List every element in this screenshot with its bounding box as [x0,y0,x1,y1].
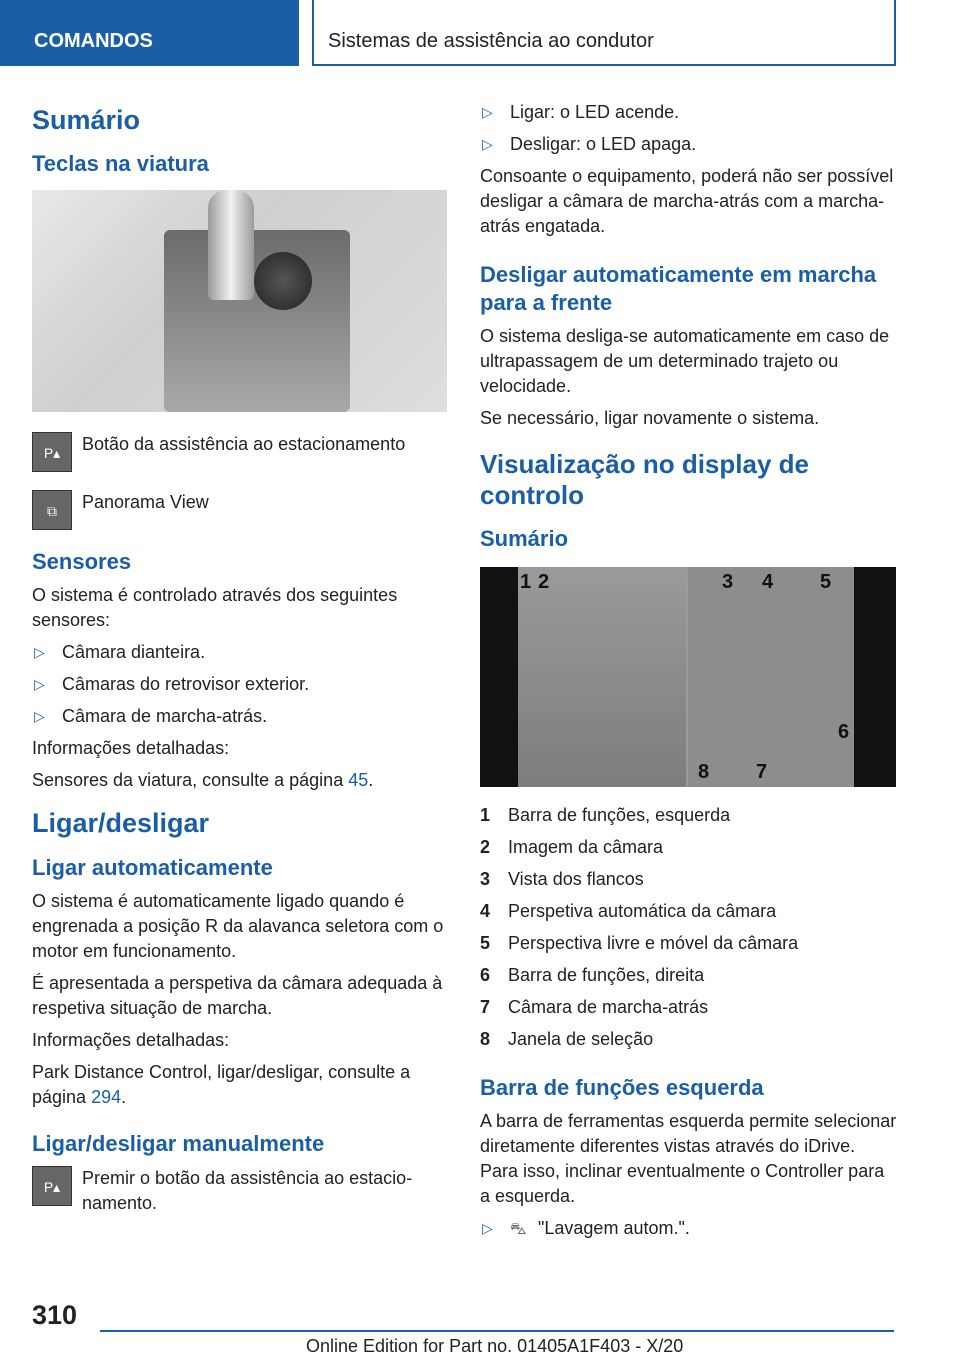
right-column [480,100,898,1249]
right-function-bar [854,567,896,787]
icon-row-manual [32,1166,450,1216]
callout-4: 4 [762,570,774,593]
info-label: Informações detalhadas: [32,1030,230,1051]
icon-row-panorama [32,490,450,530]
panorama-view-icon: ⧉ [32,490,72,530]
callout-1: 1 [520,570,532,593]
footer-divider [100,1330,894,1332]
callout-5: 5 [820,570,832,593]
auto-paragraph-1: O sistema é automaticamente ligado quando é engrenada a posição R da alavanca seletora com o motor em funcionamento. [32,891,444,962]
list-item: ▷ Câmara de marcha-atrás. [32,704,450,729]
triangle-bullet-icon: ▷ [34,676,45,693]
manual-text: Premir o botão da assistência ao estacionamento. [82,1167,413,1213]
gear-lever [208,190,254,300]
car-wash-icon: ⛍ [510,1221,527,1239]
legend-item: 4 Perspetiva automática da câmara [480,900,777,921]
callout-8: 8 [698,760,710,783]
heading-desligar: Desligar automaticamente em marcha para a frente [480,262,877,315]
barra-paragraph: A barra de ferramentas esquerda permite selecionar diretamente diferentes vistas através do iDrive. Para isso, inclinar eventualmente o Controller para a esquerda. [480,1111,897,1207]
legend-list [480,803,898,1052]
left-function-bar [480,567,518,787]
icon1-text: Botão da assistência ao estacionamento [82,433,406,454]
page-header [0,0,960,66]
legend-item: 7 Câmara de marcha-atrás [480,996,709,1017]
callout-3: 3 [722,570,734,593]
barra-list [480,1216,898,1242]
list-item: ▷ ⛍ "Lavagem autom.". [480,1216,898,1242]
left-column [32,100,450,1234]
auto-paragraph-2: É apresentada a perspetiva da câmara adequada à respetiva situação de marcha. [32,973,443,1019]
triangle-bullet-icon: ▷ [482,136,493,152]
callout-2: 2 [538,570,550,593]
se-paragraph: Se necessário, ligar novamente o sistema. [480,408,820,428]
led-list [480,100,898,157]
edition-text: Online Edition for Part no. 01405A1F403 - X/20 [306,1336,684,1356]
callout-6: 6 [838,720,850,743]
heading-ligar-auto: Ligar automaticamente [32,854,273,880]
legend-item: 1 Barra de funções, esquerda [480,804,731,825]
heading-visualizacao: Visualização no display de controlo [480,449,809,511]
legend-item: 8 Janela de seleção [480,1028,654,1049]
camera-image [518,567,686,787]
heading-barra: Barra de funções esquerda [480,1074,764,1100]
list-item: ▷ Desligar: o LED apaga. [480,132,898,157]
legend-item: 5 Perspectiva livre e móvel da câmara [480,932,799,953]
console-photo [32,190,447,412]
legend-item: 6 Barra de funções, direita [480,964,705,985]
list-item: ▷ Ligar: o LED acende. [480,100,898,125]
idrive-controller [254,252,312,310]
chapter-title: Sistemas de assistência ao condutor [312,0,896,66]
icon2-text: Panorama View [82,491,209,512]
heading-ligar: Ligar/desligar [32,808,210,839]
heading-manual: Ligar/desligar manualmente [32,1131,325,1157]
triangle-bullet-icon: ▷ [482,104,493,120]
info-reference: Park Distance Control, ligar/desligar, consulte a página 294. [32,1062,411,1108]
page-link[interactable]: 294 [91,1087,122,1108]
consoante-paragraph: Consoante o equipamento, poderá não ser possível desligar a câmara de marcha-atrás com a marcha-atrás engatada. [480,166,894,236]
sensores-intro: O sistema é controlado através dos seguintes sensores: [32,585,398,631]
callout-7: 7 [756,760,768,783]
parking-assist-icon: P▴ [32,1166,72,1206]
triangle-bullet-icon: ▷ [482,1220,493,1237]
section-tab: COMANDOS [0,0,299,66]
heading-teclas: Teclas na viatura [32,151,209,177]
icon-row-parking [32,432,450,472]
triangle-bullet-icon: ▷ [34,708,45,725]
center-console [164,230,350,412]
legend-item: 2 Imagem da câmara [480,836,664,857]
heading-sensores: Sensores [32,548,132,574]
info-label: Informações detalhadas: [32,738,230,759]
heading-sumario: Sumário [32,105,141,135]
sensores-list [32,640,450,729]
info-reference: Sensores da viatura, consulte a página 45. [32,770,374,791]
page-link[interactable]: 45 [348,770,369,791]
triangle-bullet-icon: ▷ [34,644,45,661]
control-display-image [480,567,896,787]
legend-item: 3 Vista dos flancos [480,868,644,889]
desligar-paragraph: O sistema desliga-se automaticamente em caso de ultrapassagem de um determinado trajeto ou velocidade. [480,326,890,396]
list-item: ▷ Câmaras do retrovisor exterior. [32,672,450,697]
list-item: ▷ Câmara dianteira. [32,640,450,665]
page-number: 310 [32,1300,78,1330]
top-view [688,567,854,787]
parking-assist-icon: P▴ [32,432,72,472]
heading-sumario-2: Sumário [480,526,569,552]
